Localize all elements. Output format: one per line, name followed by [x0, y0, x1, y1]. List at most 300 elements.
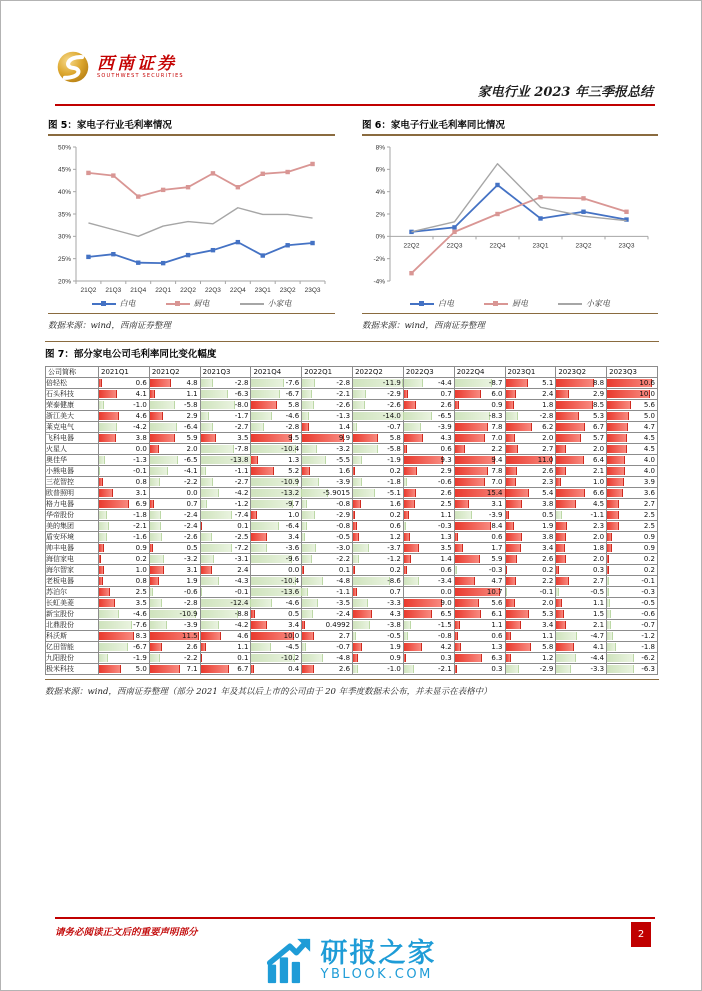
value-label: 0.4992	[325, 621, 351, 629]
value-cell	[454, 543, 505, 554]
figure7-title: 图 7：部分家电公司毛利率同比变化幅度	[45, 341, 659, 363]
value-cell	[353, 664, 404, 675]
value-label: 0.2	[135, 555, 147, 563]
positive-databar	[455, 401, 460, 409]
negative-databar	[201, 577, 220, 585]
value-label: -6.2	[641, 654, 655, 662]
value-label: 1.0	[288, 511, 300, 519]
value-cell	[556, 521, 607, 532]
value-cell	[454, 642, 505, 653]
negative-databar	[607, 588, 609, 596]
value-cell	[149, 499, 200, 510]
svg-text:22Q3: 22Q3	[204, 287, 221, 294]
value-cell	[403, 488, 454, 499]
value-label: 1.8	[592, 544, 605, 552]
value-label: 2.0	[542, 599, 554, 607]
value-label: 1.9	[186, 577, 198, 585]
column-header-quarter: 2023Q2	[556, 367, 607, 378]
value-cell	[556, 587, 607, 598]
value-label: -2.9	[336, 511, 351, 519]
negative-databar	[150, 599, 163, 607]
value-cell	[556, 576, 607, 587]
value-label: 8.3	[135, 632, 147, 640]
value-label: -6.3	[234, 390, 249, 398]
value-label: -0.7	[336, 643, 351, 651]
value-label: 2.6	[186, 643, 198, 651]
value-cell	[607, 400, 658, 411]
value-label: 0.2	[643, 555, 655, 563]
positive-databar	[201, 566, 212, 574]
value-cell	[302, 433, 353, 444]
value-cell	[505, 510, 556, 521]
positive-databar	[556, 379, 594, 387]
table-row	[46, 642, 658, 653]
table-row	[46, 664, 658, 675]
value-cell	[149, 389, 200, 400]
value-label: -8.7	[488, 379, 503, 387]
value-label: 4.5	[643, 445, 655, 453]
value-label: -2.7	[234, 478, 249, 486]
positive-databar	[455, 610, 481, 618]
value-cell	[302, 389, 353, 400]
positive-databar	[556, 467, 566, 475]
positive-databar	[302, 621, 305, 629]
table-row	[46, 510, 658, 521]
negative-databar	[607, 654, 634, 662]
positive-databar	[404, 533, 410, 541]
positive-databar	[353, 434, 378, 442]
value-label: 0.3	[440, 654, 452, 662]
value-cell	[556, 411, 607, 422]
positive-databar	[99, 500, 129, 508]
value-label: -8.3	[488, 412, 503, 420]
value-label: 0.3	[491, 665, 503, 673]
positive-databar	[506, 500, 523, 508]
positive-databar	[302, 566, 303, 574]
positive-databar	[251, 511, 256, 519]
positive-databar	[556, 522, 567, 530]
value-label: 0.9	[491, 401, 503, 409]
negative-databar	[251, 599, 271, 607]
value-label: 3.1	[186, 566, 198, 574]
value-cell	[556, 422, 607, 433]
value-cell	[403, 510, 454, 521]
value-cell	[505, 598, 556, 609]
value-cell	[149, 378, 200, 389]
company-name: 倍轻松	[46, 378, 99, 389]
negative-databar	[302, 478, 319, 486]
positive-databar	[201, 434, 217, 442]
value-label: -1.1	[590, 511, 605, 519]
value-label: -2.4	[336, 610, 351, 618]
value-label: 0.5	[288, 610, 300, 618]
value-cell	[353, 411, 404, 422]
value-cell	[556, 510, 607, 521]
watermark	[1, 937, 701, 985]
value-label: 3.8	[135, 434, 147, 442]
value-label: 5.9	[491, 555, 503, 563]
table-row	[46, 587, 658, 598]
value-label: -5.5	[336, 456, 351, 464]
value-cell	[149, 444, 200, 455]
positive-databar	[404, 555, 411, 563]
value-label: -0.5	[590, 588, 605, 596]
value-cell	[149, 620, 200, 631]
negative-databar	[99, 467, 100, 475]
table-row	[46, 609, 658, 620]
value-label: 2.0	[592, 445, 605, 453]
value-cell	[607, 488, 658, 499]
brand-name-cn: 西南证券	[97, 54, 177, 74]
positive-databar	[404, 390, 408, 398]
positive-databar	[607, 566, 609, 574]
svg-text:23Q3: 23Q3	[618, 242, 635, 250]
value-label: 0.2	[389, 467, 401, 475]
value-cell	[505, 433, 556, 444]
table-row	[46, 477, 658, 488]
value-cell	[200, 543, 251, 554]
positive-databar	[150, 379, 171, 387]
value-cell	[353, 631, 404, 642]
value-label: -4.2	[133, 423, 147, 431]
value-label: -0.6	[183, 588, 198, 596]
value-label: -1.2	[641, 632, 655, 640]
positive-databar	[251, 456, 257, 464]
value-cell	[505, 488, 556, 499]
value-label: -1.6	[133, 533, 147, 541]
column-header-company: 公司简称	[46, 367, 99, 378]
table-row	[46, 576, 658, 587]
value-label: -1.8	[133, 511, 147, 519]
value-label: -1.9	[387, 456, 401, 464]
value-label: -0.1	[539, 588, 554, 596]
value-cell	[251, 433, 302, 444]
value-cell	[454, 455, 505, 466]
value-cell	[200, 620, 251, 631]
positive-databar	[455, 654, 482, 662]
positive-databar	[506, 654, 512, 662]
value-cell	[302, 653, 353, 664]
value-cell	[99, 543, 150, 554]
value-cell	[556, 653, 607, 664]
positive-databar	[455, 445, 465, 453]
value-label: -1.7	[234, 412, 249, 420]
value-cell	[607, 642, 658, 653]
value-label: 2.5	[643, 511, 655, 519]
positive-databar	[353, 533, 359, 541]
positive-databar	[404, 467, 417, 475]
value-label: 0.0	[186, 489, 198, 497]
value-cell	[99, 389, 150, 400]
value-cell	[251, 554, 302, 565]
value-label: 3.4	[542, 544, 554, 552]
negative-databar	[251, 379, 284, 387]
negative-databar	[353, 599, 368, 607]
value-label: -0.3	[641, 588, 655, 596]
value-cell	[200, 642, 251, 653]
value-label: 5.0	[643, 412, 655, 420]
negative-databar	[99, 621, 132, 629]
value-label: 6.2	[542, 423, 554, 431]
value-label: 2.7	[592, 577, 605, 585]
value-label: -4.4	[438, 379, 452, 387]
value-cell	[403, 411, 454, 422]
negative-databar	[302, 445, 316, 453]
negative-databar	[150, 533, 162, 541]
positive-databar	[455, 544, 463, 552]
value-cell	[99, 433, 150, 444]
positive-databar	[150, 643, 162, 651]
value-cell	[505, 389, 556, 400]
value-label: 0.5	[542, 511, 554, 519]
positive-databar	[556, 390, 569, 398]
value-cell	[403, 554, 454, 565]
value-label: 9.3	[440, 456, 452, 464]
positive-databar	[455, 621, 461, 629]
legend-item-小家电: 小家电	[240, 298, 292, 309]
value-cell	[149, 510, 200, 521]
positive-databar	[455, 423, 488, 431]
positive-databar	[150, 412, 163, 420]
value-label: 5.6	[491, 599, 503, 607]
document-title: 家电行业 2023 年三季报总结	[477, 85, 653, 100]
legend-item-厨电: 厨电	[166, 298, 210, 309]
positive-databar	[201, 654, 202, 662]
negative-databar	[607, 577, 608, 585]
value-label: 15.4	[486, 489, 503, 497]
table-row	[46, 554, 658, 565]
negative-databar	[201, 467, 207, 475]
value-label: 7.0	[491, 478, 503, 486]
value-label: -4.8	[336, 654, 351, 662]
column-header-quarter: 2022Q4	[454, 367, 505, 378]
value-label: -0.6	[641, 610, 655, 618]
value-label: 4.1	[592, 643, 605, 651]
negative-databar	[404, 478, 407, 486]
value-label: -13.2	[281, 489, 300, 497]
company-name: 苏泊尔	[46, 587, 99, 598]
table-row	[46, 411, 658, 422]
value-label: -8.6	[387, 577, 401, 585]
value-cell	[353, 499, 404, 510]
column-header-quarter: 2022Q2	[353, 367, 404, 378]
table-row	[46, 433, 658, 444]
value-cell	[302, 400, 353, 411]
value-label: 1.7	[491, 544, 503, 552]
value-cell	[200, 653, 251, 664]
value-label: 0.2	[643, 566, 655, 574]
positive-databar	[607, 456, 625, 464]
column-header-quarter: 2021Q4	[251, 367, 302, 378]
value-label: -4.2	[234, 489, 249, 497]
value-label: 6.3	[491, 654, 503, 662]
value-label: 1.8	[542, 401, 554, 409]
value-label: 1.6	[338, 467, 351, 475]
positive-databar	[556, 412, 579, 420]
value-label: 3.9	[643, 478, 655, 486]
value-label: 7.0	[491, 434, 503, 442]
negative-databar	[150, 654, 160, 662]
svg-text:-2%: -2%	[373, 255, 385, 263]
value-cell	[556, 543, 607, 554]
value-label: 2.9	[592, 390, 605, 398]
value-cell	[403, 466, 454, 477]
figure5-legend	[48, 298, 335, 309]
figure6-title: 图 6：家电子行业毛利率同比情况	[362, 117, 658, 136]
table-body	[46, 378, 658, 675]
value-cell	[403, 444, 454, 455]
value-cell	[302, 576, 353, 587]
value-cell	[556, 598, 607, 609]
figure7-databar-table	[45, 366, 658, 675]
table-row	[46, 543, 658, 554]
value-cell	[607, 466, 658, 477]
value-label: 6.1	[491, 610, 503, 618]
value-cell	[505, 499, 556, 510]
negative-databar	[353, 665, 358, 673]
value-cell	[607, 653, 658, 664]
value-cell	[454, 664, 505, 675]
positive-databar	[251, 434, 291, 442]
value-label: 1.1	[491, 621, 503, 629]
value-label: 2.9	[440, 467, 452, 475]
table-row	[46, 620, 658, 631]
positive-databar	[150, 577, 159, 585]
value-cell	[251, 620, 302, 631]
value-cell	[302, 620, 353, 631]
value-cell	[149, 400, 200, 411]
positive-databar	[556, 599, 562, 607]
svg-text:22Q2: 22Q2	[180, 287, 197, 294]
positive-databar	[404, 401, 416, 409]
negative-databar	[150, 478, 160, 486]
negative-databar	[455, 511, 472, 519]
svg-text:35%: 35%	[57, 211, 71, 219]
value-cell	[607, 664, 658, 675]
value-cell	[403, 499, 454, 510]
value-label: 4.0	[643, 467, 655, 475]
value-label: -6.4	[183, 423, 198, 431]
value-cell	[556, 620, 607, 631]
value-cell	[556, 499, 607, 510]
value-cell	[403, 576, 454, 587]
negative-databar	[506, 588, 507, 596]
value-label: 0.8	[135, 577, 147, 585]
company-name: 海信家电	[46, 554, 99, 565]
value-cell	[200, 488, 251, 499]
value-label: 0.8	[135, 478, 147, 486]
positive-databar	[99, 566, 104, 574]
value-label: 5.2	[288, 467, 300, 475]
value-cell	[454, 576, 505, 587]
value-cell	[302, 510, 353, 521]
value-cell	[200, 400, 251, 411]
negative-databar	[353, 423, 357, 431]
negative-databar	[99, 654, 108, 662]
positive-databar	[506, 522, 515, 530]
column-header-quarter: 2023Q1	[505, 367, 556, 378]
negative-databar	[302, 401, 314, 409]
svg-text:6%: 6%	[375, 166, 385, 174]
negative-databar	[353, 456, 362, 464]
value-label: 1.5	[592, 610, 605, 618]
value-label: -6.5	[438, 412, 452, 420]
value-label: 2.2	[542, 577, 554, 585]
value-cell	[200, 499, 251, 510]
positive-databar	[556, 621, 566, 629]
value-label: -4.7	[590, 632, 605, 640]
value-label: 4.7	[491, 577, 503, 585]
value-cell	[149, 642, 200, 653]
svg-text:8%: 8%	[375, 144, 385, 152]
negative-databar	[201, 555, 215, 563]
positive-databar	[404, 599, 442, 607]
company-name: 海尔智家	[46, 565, 99, 576]
value-cell	[99, 411, 150, 422]
value-cell	[454, 433, 505, 444]
negative-databar	[404, 621, 411, 629]
positive-databar	[201, 665, 230, 673]
value-cell	[607, 411, 658, 422]
value-cell	[454, 521, 505, 532]
value-label: -0.8	[438, 632, 452, 640]
company-name: 科沃斯	[46, 631, 99, 642]
svg-text:50%: 50%	[57, 144, 71, 152]
value-label: -1.2	[234, 500, 249, 508]
value-cell	[200, 466, 251, 477]
value-cell	[454, 488, 505, 499]
value-cell	[149, 576, 200, 587]
positive-databar	[201, 632, 221, 640]
value-label: 1.0	[135, 566, 147, 574]
positive-databar	[506, 632, 512, 640]
value-cell	[454, 598, 505, 609]
value-label: 3.5	[135, 599, 147, 607]
value-label: 3.4	[288, 533, 300, 541]
value-label: 4.3	[389, 610, 401, 618]
company-name: 小熊电器	[46, 466, 99, 477]
value-cell	[251, 400, 302, 411]
value-cell	[403, 477, 454, 488]
negative-databar	[353, 445, 378, 453]
value-label: -2.7	[234, 423, 249, 431]
positive-databar	[251, 665, 254, 673]
value-cell	[302, 488, 353, 499]
company-name: 飞科电器	[46, 433, 99, 444]
value-label: -3.3	[387, 599, 401, 607]
value-label: -7.4	[234, 511, 249, 519]
value-label: -4.6	[133, 610, 147, 618]
value-cell	[251, 521, 302, 532]
value-label: -4.4	[590, 654, 605, 662]
value-label: 2.6	[542, 467, 554, 475]
value-cell	[251, 411, 302, 422]
value-label: -3.7	[387, 544, 401, 552]
positive-databar	[353, 511, 355, 519]
column-header-quarter: 2023Q3	[607, 367, 658, 378]
value-cell	[149, 543, 200, 554]
value-cell	[454, 510, 505, 521]
value-label: 1.1	[592, 599, 605, 607]
company-name: 盾安环境	[46, 532, 99, 543]
positive-databar	[556, 610, 563, 618]
value-label: 3.4	[288, 621, 300, 629]
negative-databar	[302, 522, 306, 530]
positive-databar	[556, 533, 565, 541]
value-cell	[302, 411, 353, 422]
positive-databar	[556, 500, 576, 508]
value-cell	[403, 455, 454, 466]
